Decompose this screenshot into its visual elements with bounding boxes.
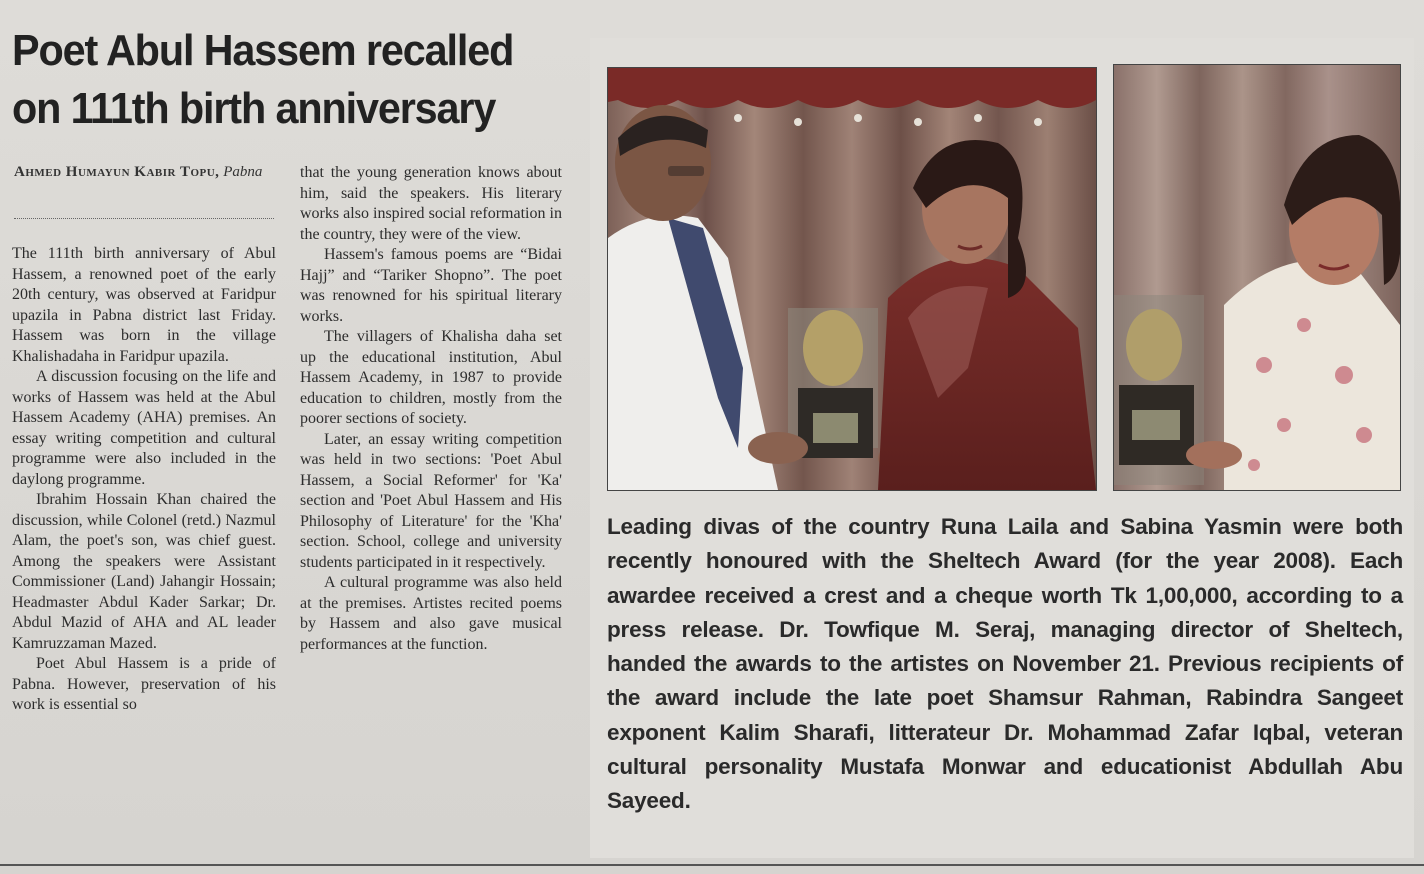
- page-bottom-rule: [0, 864, 1424, 866]
- headline: Poet Abul Hassem recalled on 111th birth anniversary: [12, 26, 514, 133]
- award-presentation-photo: [607, 67, 1097, 491]
- paragraph: Poet Abul Hassem is a pride of Pabna. However, preservation of his work is essential so: [12, 655, 276, 713]
- paragraph: Ibrahim Hossain Khan chaired the discussion, while Colonel (retd.) Nazmul Alam, the poet's son, was chief guest. Among the speakers were Assistant Commissioner (Land) Jahangir Hossain; Headmaster Abdul Kader Sarkar; Dr. Abdul Mazid of AHA and AL leader Kamruzzaman Mazed.: [12, 491, 276, 652]
- awardee-photo: [1113, 64, 1401, 491]
- paragraph: The 111th birth anniversary of Abul Hassem, a renowned poet of the early 20th century, was observed at Faridpur upazila in Pabna district last Friday. Hassem was born in the village Khalishadaha in Faridpur upazila.: [12, 245, 276, 365]
- byline-divider: [14, 218, 274, 219]
- byline-author: Ahmed Humayun Kabir Topu,: [14, 164, 220, 180]
- article-column-1: [12, 244, 276, 716]
- paragraph: Later, an essay writing competition was held in two sections: 'Poet Abul Hassem, a Social Reformer' for 'Ka' section and 'Poet Abul Hassem and His Philosophy of Literature' for the 'Kha' section. School, college and university students participated in it respectively.: [300, 430, 562, 571]
- paragraph: A discussion focusing on the life and works of Hassem was held at the Abul Hassem Academy (AHA) premises. An essay writing competition and cultural programme were also included in the daylong programme.: [12, 368, 276, 488]
- paragraph: A cultural programme was also held at the premises. Artistes recited poems by Hassem and also gave musical performances at the function.: [300, 574, 562, 653]
- paragraph: that the young generation knows about him, said the speakers. His literary works also inspired social reformation in the country, they were of the view.: [300, 164, 562, 243]
- byline-place: Pabna: [223, 164, 263, 180]
- paragraph: Hassem's famous poems are “Bidai Hajj” and “Tariker Shopno”. The poet was renowned for his spiritual literary works.: [300, 246, 562, 325]
- paragraph: The villagers of Khalisha daha set up the educational institution, Abul Hassem Academy, in 1987 to provide education to children, mostly from the poorer sections of society.: [300, 328, 562, 427]
- photo-caption: Leading divas of the country Runa Laila and Sabina Yasmin were both recently honoured with the Sheltech Award (for the year 2008). Each awardee received a crest and a cheque worth Tk 1,00,000, according to a press release. Dr. Towfique M. Seraj, managing director of Sheltech, handed the awards to the artistes on November 21. Previous recipients of the award include the late poet Shamsur Rahman, Rabindra Sangeet exponent Kalim Sharafi, litterateur Dr. Mohammad Zafar Iqbal, veteran cultural personality Mustafa Monwar and educationist Abdullah Abu Sayeed.: [607, 514, 1403, 814]
- article-column-2: [300, 163, 562, 655]
- byline: [14, 163, 276, 181]
